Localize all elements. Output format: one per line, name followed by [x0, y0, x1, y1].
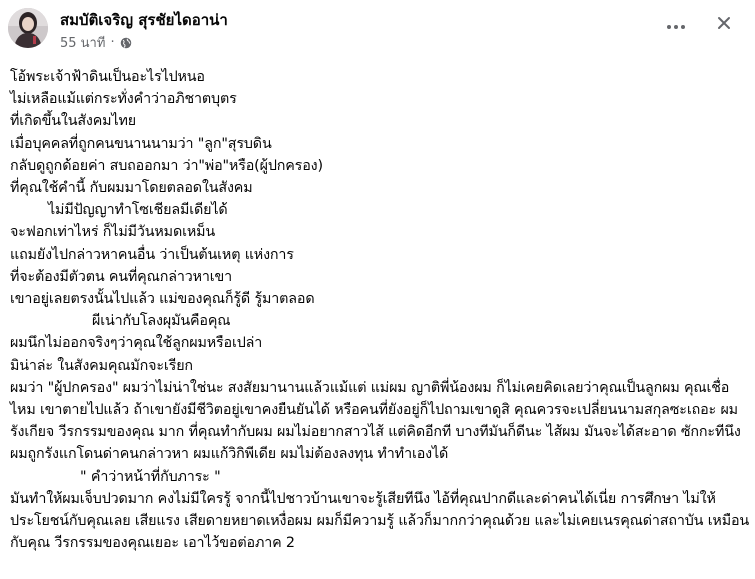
post-line: กลับดูถูกด้อยค่า สบถออกมา ว่า"พ่อ"หรือ(ผู้ปกครอง) [10, 157, 323, 174]
post-line: ไม่มีปัญญาทำโซเชียลมีเดียได้ [48, 202, 228, 219]
post-line: ผมนึกไม่ออกจริงๆว่าคุณใช้ลูกผมหรือเปล่า [10, 335, 263, 352]
post-line: ที่จะต้องมีตัวตน คนที่คุณกล่าวหาเขา [10, 268, 232, 285]
post-line: ที่คุณใช้คำนี้ กับผมมาโดยตลอดในสังคม [10, 180, 253, 197]
more-options-icon [666, 15, 686, 34]
post-line: โอ้พระเจ้าฟ้าดินเป็นอะไรไปหนอ [10, 69, 205, 85]
close-button[interactable] [706, 6, 742, 42]
post-paragraph: มันทำให้ผมเจ็บปวดมาก คงไม่มีใครรู้ จากนี้ไปชาวบ้านเขาจะรู้เสียทีนึง ไอ้ที่คุณปากดีและด่าคนได้เนี่ย การศึกษา ไม่ให้ประโยชน์กับคุณเลย เสียแรง เสียดายหยาดเหงื่อผม ผมก็มีความรู้ แล้วก็มากกว่าคุณด้วย และไม่เคยเนรคุณด่าสถาบัน เหมือนกับคุณ วีรกรรมของคุณเยอะ เอาไว้ขอต่อภาค 2 [10, 490, 750, 552]
more-options-button[interactable] [658, 6, 694, 42]
post-body [10, 66, 750, 554]
post-paragraph: ผมว่า "ผู้ปกครอง" ผมว่าไม่น่าใช่นะ สงสัยมานานแล้วแม้แต่ แม่ผม ญาติพี่น้องผม ก็ไม่เคยคิดเลยว่าคุณเป็นลูกผม คุณเชื่อไหม เขาตายไปแล้ว ถ้าเขายังมีชีวิตอยู่เขาคงยืนยันได้ หรือคนที่ยังอยู่ก็ไปถามเขาดูสิ คุณควรจะเปลี่ยนนามสกุลซะเถอะ ผมรังเกียจ วีรกรรมของคุณ มาก ที่คุณทำกับผม ผมไม่อยากสาวไส้ แต่คิดอีกที บางทีมันก็ดีนะ ไส้ผม มันจะได้สะอาด ซักกะทีนึง ผมถูกรังแกโดนด่าคนกล่าวหา ผมแก้วิกิพีเดีย ผมไม่ต้องลงทุน ทำทำเองได้ [10, 379, 741, 463]
meta-separator: · [110, 35, 115, 50]
post-line: ไม่เหลือแม้แต่กระทั่งคำว่าอภิชาตบุตร [10, 91, 237, 108]
author-name[interactable]: สมบัติเจริญ สุรชัยไดอาน่า [60, 11, 228, 29]
close-icon [717, 15, 731, 34]
post-line: ผีเน่ากับโลงผุมันคือคุณ [92, 313, 231, 330]
post-line: แถมยังไปกล่าวหาคนอื่น ว่าเป็นต้นเหตุ แห่งการ [10, 246, 294, 263]
post-timestamp[interactable]: 55 นาที [60, 36, 106, 51]
post-meta [60, 32, 132, 53]
post-line: มิน่าล่ะ ในสังคมคุณมักจะเรียก [10, 357, 193, 374]
post-line: " คำว่าหน้าที่กับภาระ " [80, 468, 221, 485]
post-line: เขาอยู่เลยตรงนั้นไปแล้ว แม่ของคุณก็รู้ดี รู้มาตลอด [10, 291, 315, 308]
author-avatar[interactable] [8, 8, 48, 48]
post-line: จะฟอกเท่าไหร่ ก็ไม่มีวันหมดเหม็น [10, 224, 215, 241]
post-line: เมื่อบุคคลที่ถูกคนขนานนามว่า "ลูก"สุรบดิน [10, 135, 272, 152]
post-line: ที่เกิดขึ้นในสังคมไทย [10, 113, 136, 130]
post-header [0, 0, 755, 60]
globe-icon[interactable] [120, 37, 132, 49]
